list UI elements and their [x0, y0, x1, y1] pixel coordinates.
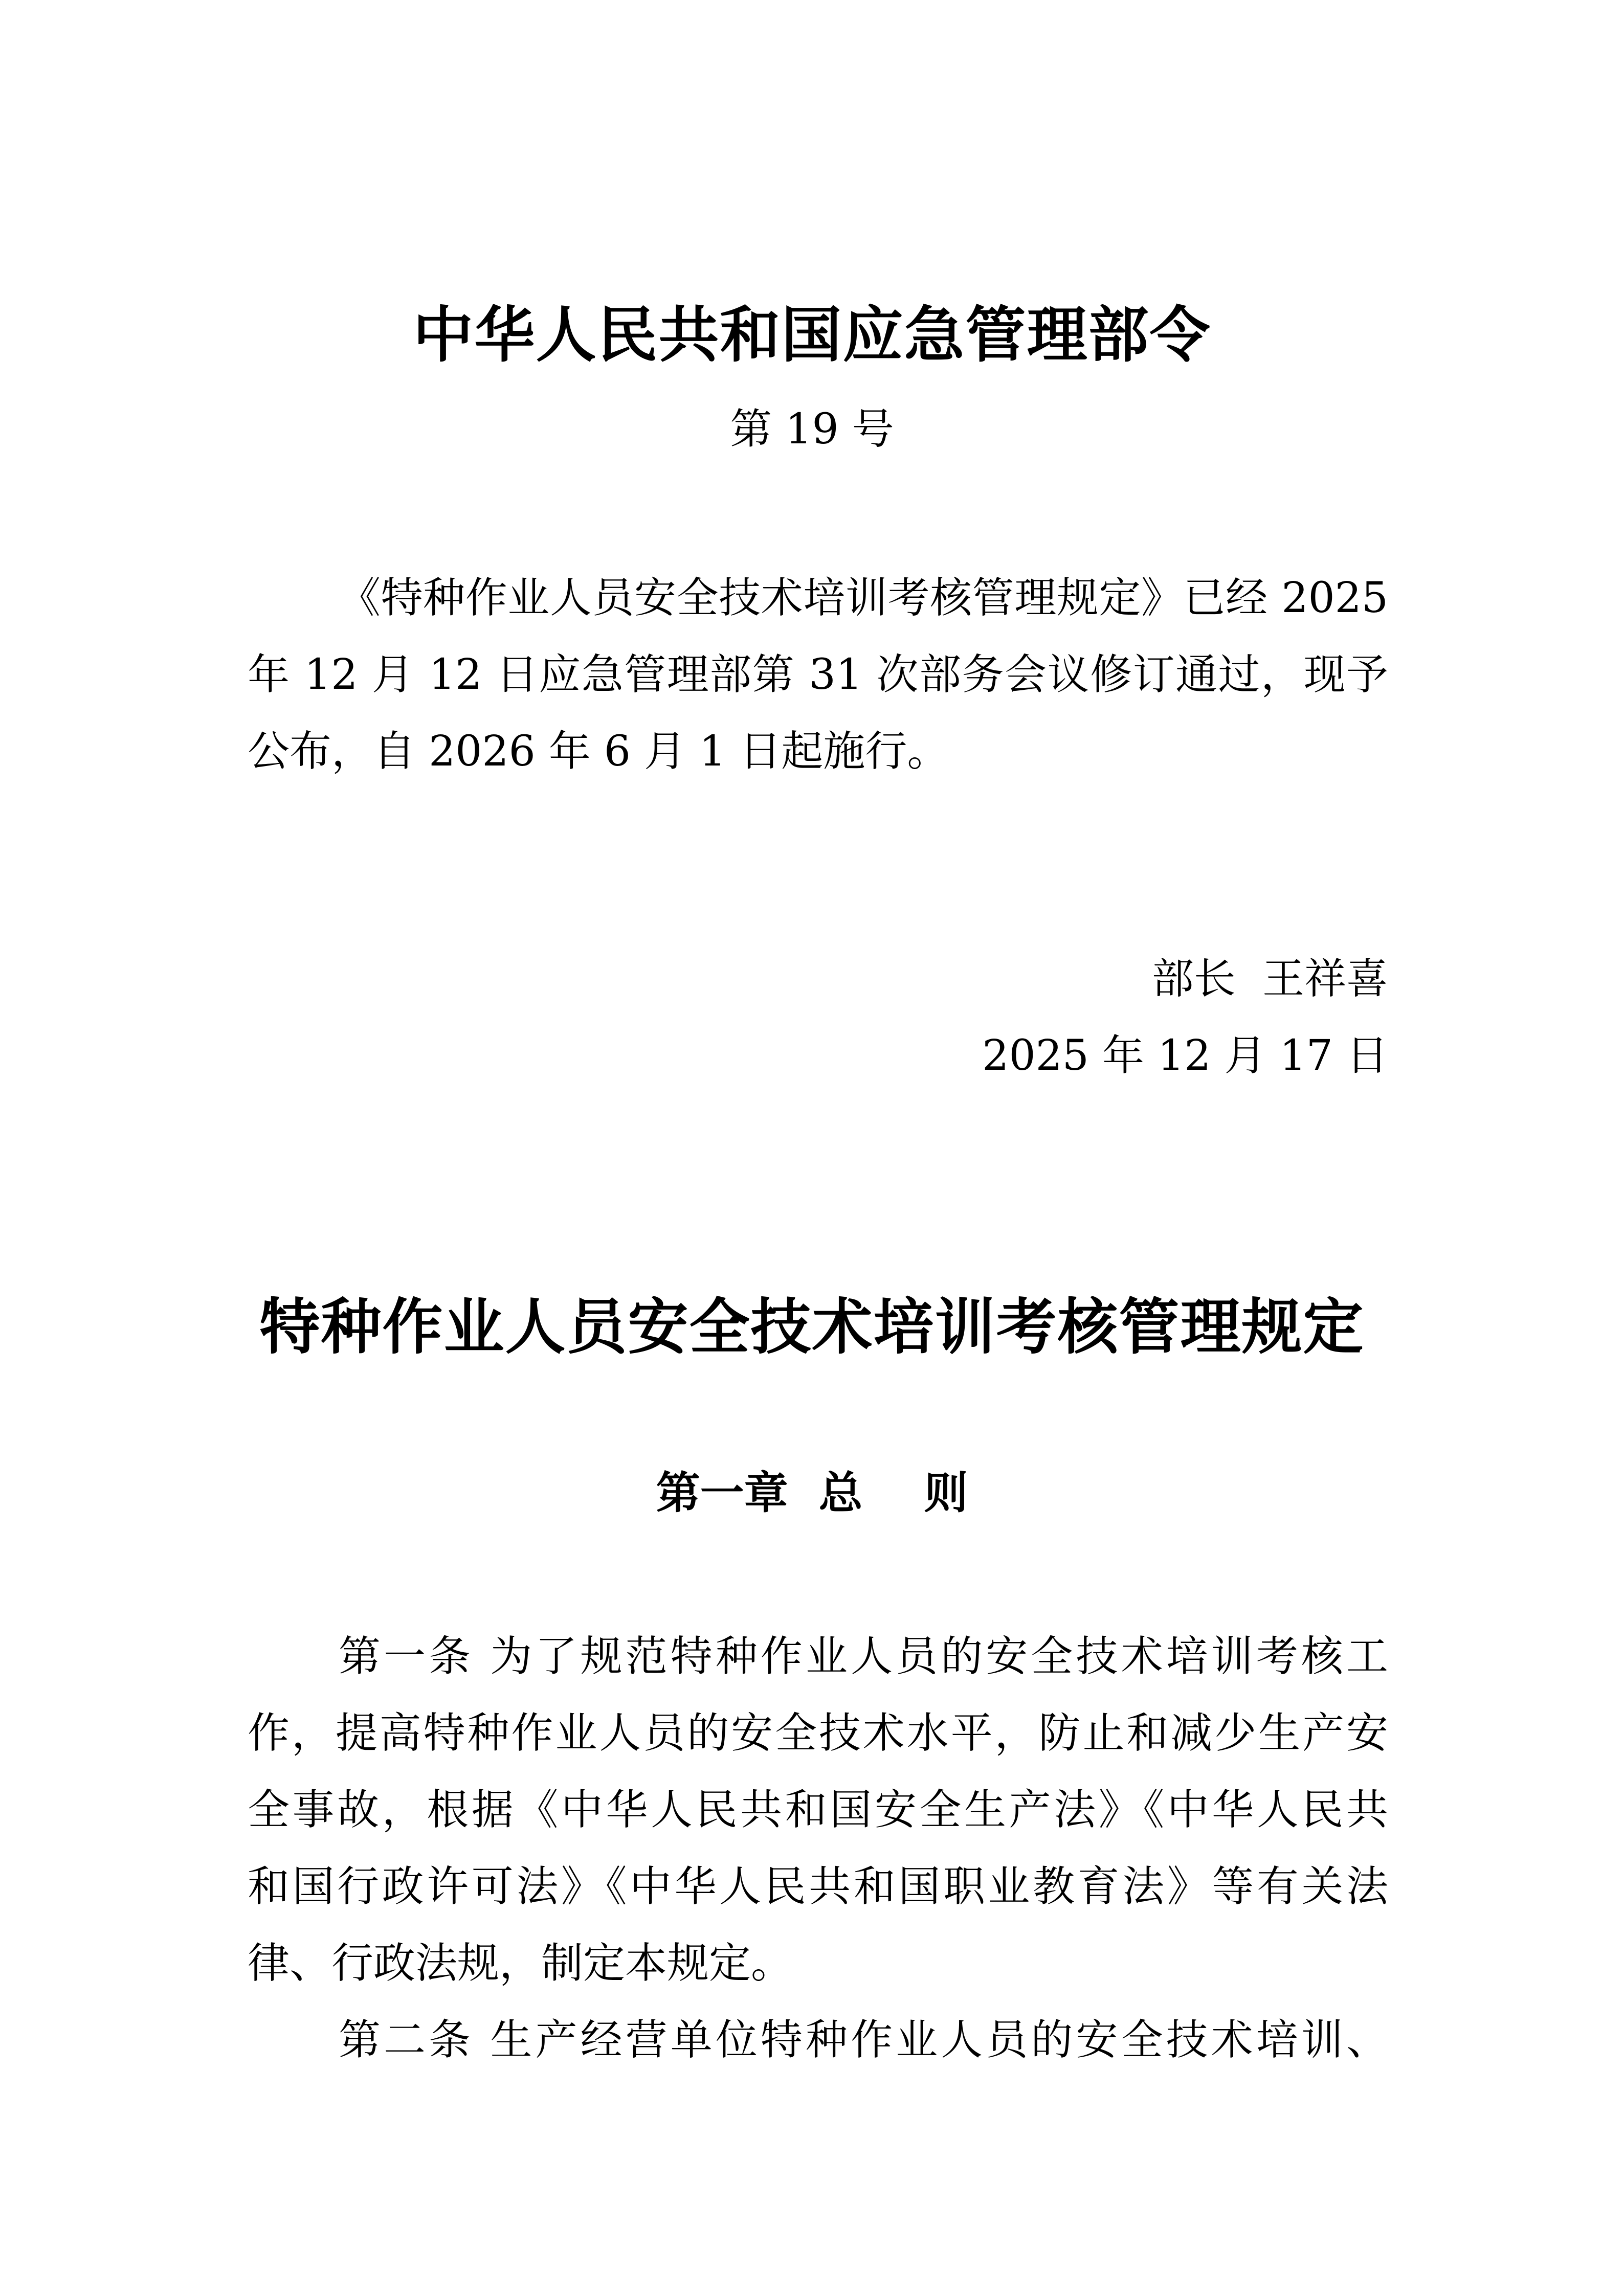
signatory: 部长 王祥喜	[1151, 955, 1388, 1003]
article-line: 第二条 生产经营单位特种作业人员的安全技术培训、	[339, 2016, 1388, 2064]
regulation-title: 特种作业人员安全技术培训考核管理规定	[259, 1291, 1365, 1362]
order-body-line: 《特种作业人员安全技术培训考核管理规定》已经 2025	[339, 574, 1388, 622]
order-body-line: 公布，自 2026 年 6 月 1 日起施行。	[248, 727, 949, 776]
order-title: 中华人民共和国应急管理部令	[413, 299, 1211, 370]
order-number: 第 19 号	[730, 405, 894, 454]
order-body-line: 年 12 月 12 日应急管理部第 31 次部务会议修订通过，现予	[248, 650, 1388, 699]
article-line: 第一条 为了规范特种作业人员的安全技术培训考核工	[339, 1632, 1388, 1681]
article-line: 律、行政法规，制定本规定。	[248, 1939, 793, 1988]
article-line: 作，提高特种作业人员的安全技术水平，防止和减少生产安	[248, 1709, 1388, 1758]
chapter-title: 第一章 总 则	[656, 1467, 968, 1519]
order-date: 2025 年 12 月 17 日	[982, 1031, 1388, 1080]
article-line: 全事故，根据《中华人民共和国安全生产法》《中华人民共	[248, 1786, 1388, 1834]
article-line: 和国行政许可法》《中华人民共和国职业教育法》等有关法	[248, 1862, 1388, 1911]
